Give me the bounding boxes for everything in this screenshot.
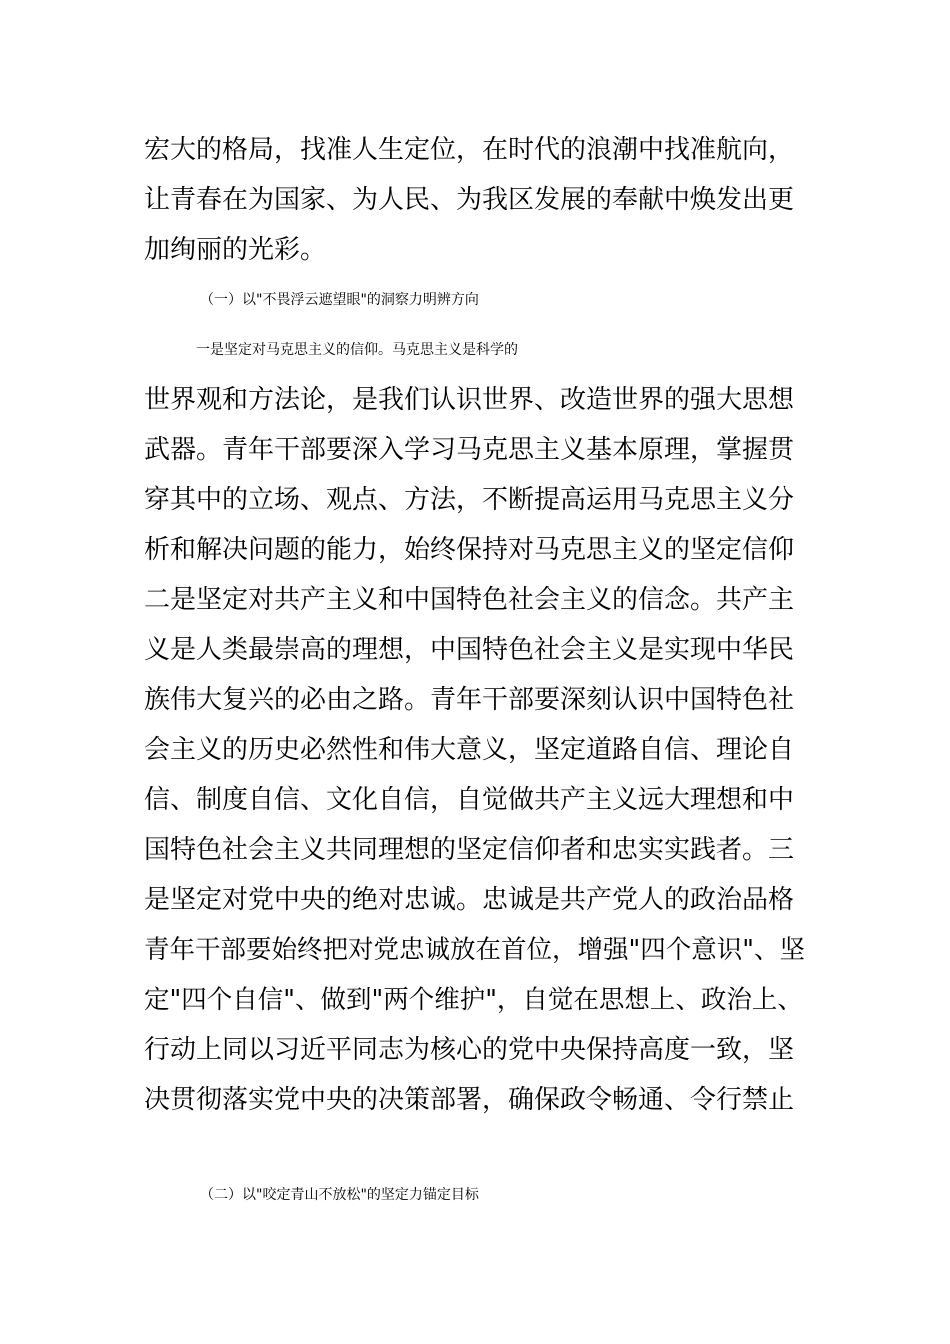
text-line: 让青春在为国家、为人民、为我区发展的奉献中焕发出更	[144, 185, 795, 215]
text-line: 武器。青年干部要深入学习马克思主义基本原理，掌握贯	[144, 435, 795, 465]
text-line: 是坚定对党中央的绝对忠诚。忠诚是共产党人的政治品格	[144, 885, 795, 915]
text-line: 青年干部要始终把对党忠诚放在首位，增强"四个意识"、坚	[144, 935, 805, 965]
text-line: 穿其中的立场、观点、方法，不断提高运用马克思主义分	[144, 485, 795, 515]
section-heading-1: （一）以"不畏浮云遮望眼"的洞察力明辨方向	[200, 292, 479, 308]
text-line: 会主义的历史必然性和伟大意义，坚定道路自信、理论自	[144, 735, 795, 765]
text-line: 析和解决问题的能力，始终保持对马克思主义的坚定信仰	[144, 535, 795, 565]
text-line: 决贯彻落实党中央的决策部署，确保政令畅通、令行禁止	[144, 1085, 795, 1115]
text-line: 国特色社会主义共同理想的坚定信仰者和忠实实践者。三	[144, 835, 795, 865]
text-line: 宏大的格局，找准人生定位，在时代的浪潮中找准航向，	[144, 135, 795, 165]
text-line: 二是坚定对共产主义和中国特色社会主义的信念。共产主	[144, 585, 795, 615]
text-line: 行动上同以习近平同志为核心的党中央保持高度一致，坚	[144, 1035, 795, 1065]
text-line: 加绚丽的光彩。	[144, 235, 327, 265]
paragraph-first-line: 一是坚定对马克思主义的信仰。马克思主义是科学的	[196, 342, 518, 358]
text-line: 族伟大复兴的必由之路。青年干部要深刻认识中国特色社	[144, 685, 795, 715]
section-heading-2: （二）以"咬定青山不放松"的坚定力锚定目标	[200, 1187, 479, 1203]
text-line: 义是人类最崇高的理想，中国特色社会主义是实现中华民	[144, 635, 795, 665]
text-line: 世界观和方法论，是我们认识世界、改造世界的强大思想	[144, 385, 795, 415]
text-line: 定"四个自信"、做到"两个维护"，自觉在思想上、政治上、	[144, 985, 803, 1015]
text-line: 信、制度自信、文化自信，自觉做共产主义远大理想和中	[144, 785, 795, 815]
